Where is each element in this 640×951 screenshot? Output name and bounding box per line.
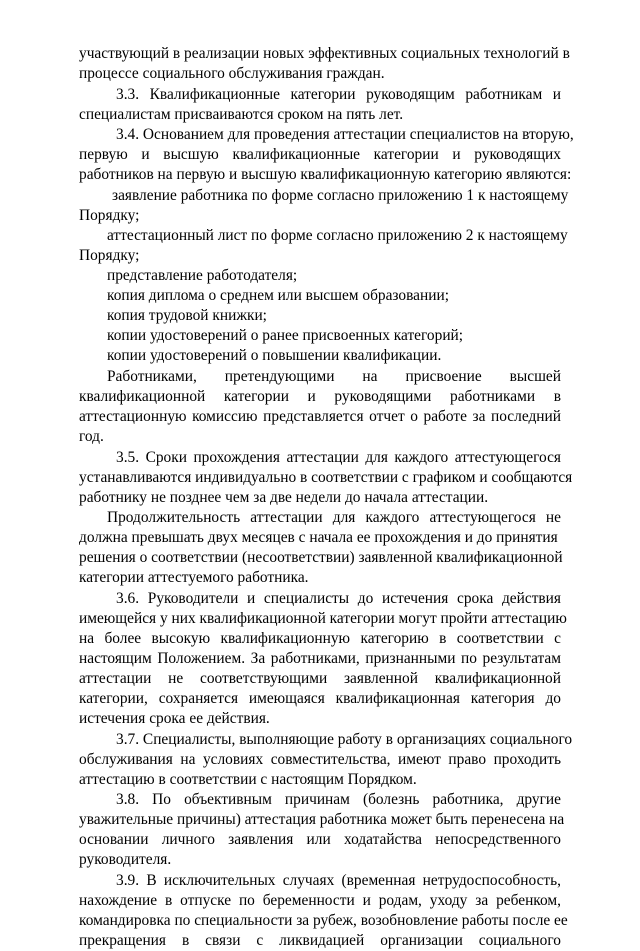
text-line: участвующий в реализации новых эффективных социальных технологий в (79, 45, 570, 62)
text-line: уважительные причины) аттестация работника может быть перенесена на (79, 811, 565, 828)
text-line: представление работодателя; (107, 267, 298, 284)
text-line: аттестационный лист по форме согласно приложению 2 к настоящему (107, 227, 568, 244)
text-line: копия трудовой книжки; (107, 307, 267, 324)
text-line: Порядку; (79, 207, 140, 224)
text-line: истечения срока ее действия. (79, 710, 270, 727)
text-line: аттестацию в соответствии с настоящим Порядком. (79, 771, 417, 788)
text-line: нахождение в отпуске по беременности и родам, уходу за ребенком, (79, 892, 561, 909)
text-line: специалистам присваиваются сроком на пять лет. (79, 106, 404, 123)
text-line: заявление работника по форме согласно приложению 1 к настоящему (112, 187, 569, 204)
text-line: категории аттестуемого работника. (79, 569, 309, 586)
text-line: квалификационной категории и руководящими работниками в (79, 388, 561, 405)
text-line: настоящим Положением. За работниками, признанными по результатам (79, 650, 561, 667)
text-line: копии удостоверений о повышении квалификации. (107, 347, 442, 364)
text-line: Порядку; (79, 247, 140, 264)
text-line: процессе социального обслуживания граждан. (79, 65, 385, 82)
text-line: основании личного заявления или ходатайства непосредственного (79, 831, 561, 848)
text-line: устанавливаются индивидуально в соответствии с графиком и сообщаются (79, 469, 573, 486)
text-line: 3.5. Сроки прохождения аттестации для каждого аттестующегося (116, 449, 561, 466)
text-line: работников на первую и высшую квалификационную категорию являются: (79, 166, 572, 183)
text-line: на более высокую квалификационную категорию в соответствии с (79, 630, 561, 647)
text-line: 3.7. Специалисты, выполняющие работу в организациях социального (116, 731, 573, 748)
text-line: имеющейся у них квалификационной категории могут пройти аттестацию (79, 610, 567, 627)
text-line: должна превышать двух месяцев с начала ее прохождения и до принятия (79, 529, 558, 546)
text-line: копии удостоверений о ранее присвоенных категорий; (107, 327, 464, 344)
text-line: первую и высшую квалификационные категории и руководящих (79, 146, 561, 163)
text-line: командировка по специальности за рубеж, возобновление работы после ее (79, 912, 568, 929)
text-line: категории, сохраняется имеющаяся квалификационная категория до (79, 690, 561, 707)
text-line: 3.3. Квалификационные категории руководящим работникам и (116, 86, 561, 103)
text-line: Продолжительность аттестации для каждого аттестующегося не (107, 509, 561, 526)
text-line: прекращения в связи с ликвидацией организации социального (79, 932, 561, 949)
text-line: работнику не позднее чем за две недели до начала аттестации. (79, 489, 489, 506)
text-line: руководителя. (79, 851, 172, 868)
text-line: 3.9. В исключительных случаях (временная нетрудоспособность, (116, 872, 561, 889)
text-line: аттестационную комиссию представляется отчет о работе за последний (79, 408, 561, 425)
text-line: решения о соответствии (несоответствии) заявленной квалификационной (79, 549, 563, 566)
text-line: 3.6. Руководители и специалисты до истечения срока действия (116, 590, 561, 607)
text-line: 3.8. По объективным причинам (болезнь работника, другие (116, 791, 561, 808)
text-line: 3.4. Основанием для проведения аттестации специалистов на вторую, (116, 126, 574, 143)
text-line: год. (79, 428, 104, 445)
text-line: копия диплома о среднем или высшем образовании; (107, 287, 449, 304)
text-line: аттестации не соответствующими заявленной квалификационной (79, 670, 561, 687)
text-line: Работниками, претендующими на присвоение высшей (107, 368, 561, 385)
text-line: обслуживания на условиях совместительства, имеют право проходить (79, 751, 561, 768)
